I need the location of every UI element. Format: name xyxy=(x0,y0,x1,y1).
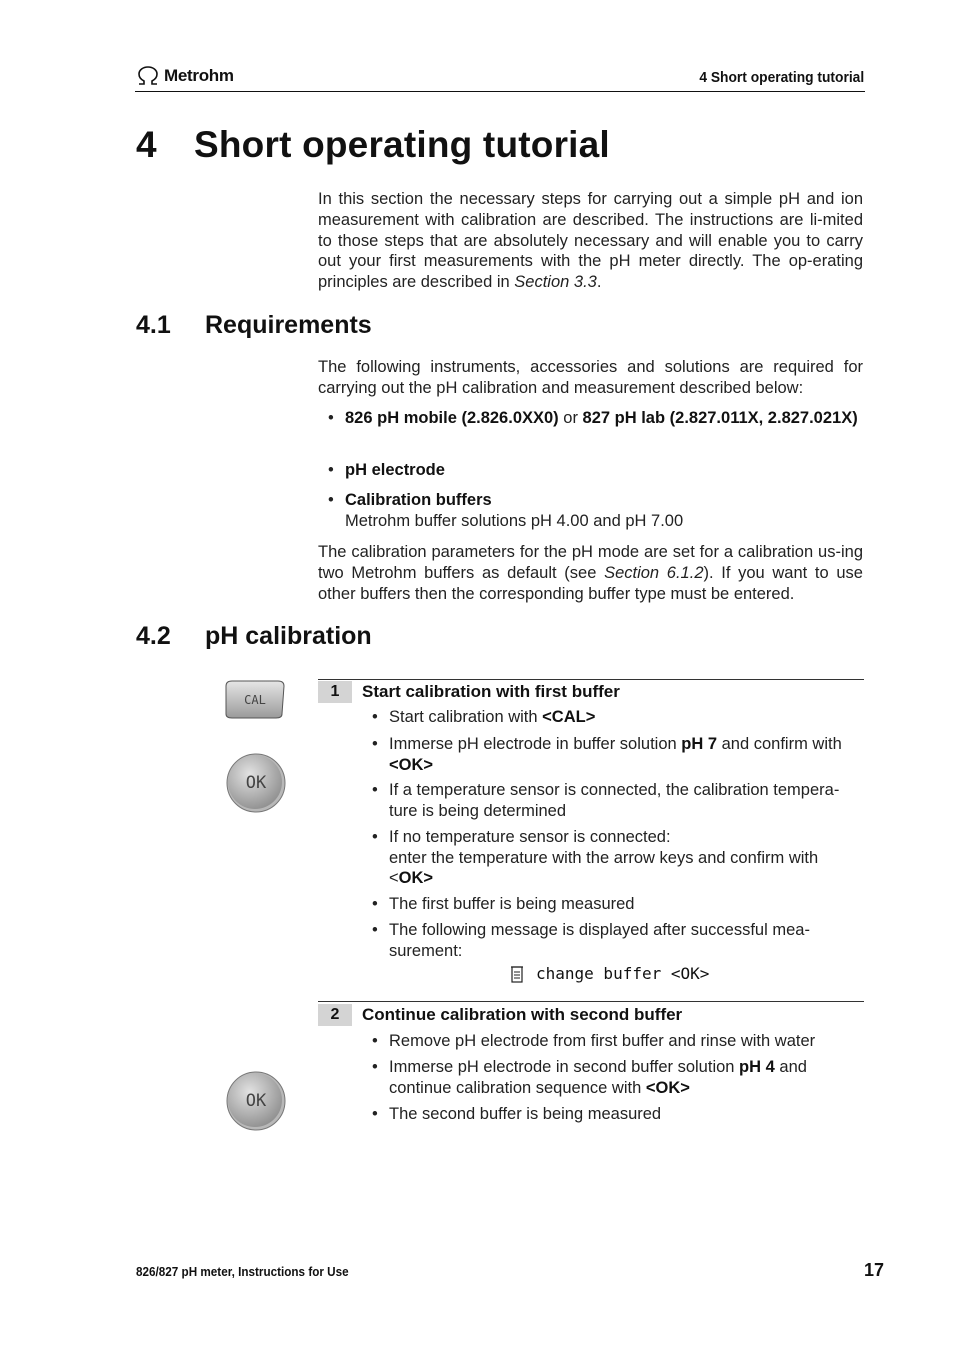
ok-key-image xyxy=(223,750,287,814)
header-divider xyxy=(135,91,865,92)
running-header: 4 Short operating tutorial xyxy=(699,69,864,86)
section-ref: Section 3.3 xyxy=(514,273,597,292)
step-number: 2 xyxy=(318,1004,352,1026)
list-item: • If no temperature sensor is connected: enter the temperature with the arrow keys and confirm with <OK> xyxy=(372,828,819,887)
requirements-paragraph: The following instruments, accessories and solutions are required for carrying out the pH calibration and measurement described below: xyxy=(318,358,863,397)
step-number: 1 xyxy=(318,681,352,703)
list-item: • pH electrode xyxy=(328,461,445,479)
list-item: • Remove pH electrode from first buffer and rinse with water xyxy=(372,1032,816,1050)
brand-logo xyxy=(136,64,234,88)
section-heading-ph-calibration: 4.2 pH calibration xyxy=(136,622,372,650)
chapter-number: 4 xyxy=(136,124,157,165)
list-item: • The first buffer is being measured xyxy=(372,895,635,913)
section-heading-requirements: 4.1 Requirements xyxy=(136,311,372,339)
list-item: • The second buffer is being measured xyxy=(372,1105,662,1123)
omega-icon xyxy=(136,66,160,86)
list-item: • Start calibration with <CAL> xyxy=(372,708,596,726)
intro-paragraph: In this section the necessary steps for carrying out a simple pH and ion measurement with calibration are described. The instructions are li-mited to those steps that are absolutely necessary and will enable you to carry out your first measurements with the pH meter directly. The op-erating principles are described in Section 3.3. xyxy=(318,190,863,292)
list-item: • Immerse pH electrode in second buffer solution pH 4 and continue calibration sequence with <OK> xyxy=(372,1058,807,1097)
chapter-title-text: Short operating tutorial xyxy=(194,124,610,165)
cal-key-image xyxy=(222,678,286,720)
svg-text:CAL: CAL xyxy=(244,693,266,707)
list-item: • The following message is displayed after successful mea-surement: xyxy=(372,921,810,960)
step-divider xyxy=(318,679,864,680)
list-item: • 826 pH mobile (2.826.0XX0) or 827 pH lab (2.827.011X, 2.827.021X) xyxy=(328,409,858,427)
list-item: • Calibration buffers Metrohm buffer solutions pH 4.00 and pH 7.00 xyxy=(328,491,684,530)
display-message xyxy=(510,964,709,983)
step-title: Start calibration with first buffer xyxy=(362,682,620,701)
display-message-text: change buffer <OK> xyxy=(536,964,710,983)
list-item: • If a temperature sensor is connected, the calibration tempera-ture is being determined xyxy=(372,781,840,820)
page-number: 17 xyxy=(863,1260,884,1280)
footer-document-title: 826/827 pH meter, Instructions for Use xyxy=(136,1264,349,1279)
beaker-icon xyxy=(510,965,524,983)
ok-key-image xyxy=(223,1068,287,1132)
svg-text:OK: OK xyxy=(245,1091,267,1111)
list-item: • Immerse pH electrode in buffer solution pH 7 and confirm with <OK> xyxy=(372,735,842,774)
chapter-title xyxy=(136,124,610,166)
svg-text:OK: OK xyxy=(245,773,267,793)
step-divider xyxy=(318,1001,864,1002)
brand-name: Metrohm xyxy=(164,66,234,85)
step-title: Continue calibration with second buffer xyxy=(362,1005,683,1024)
calibration-params-paragraph: The calibration parameters for the pH mode are set for a calibration us-ing two Metrohm buffers as default (see Section 6.1.2). If you want to use other buffers then the corresponding buffer type must be entered. xyxy=(318,543,863,603)
